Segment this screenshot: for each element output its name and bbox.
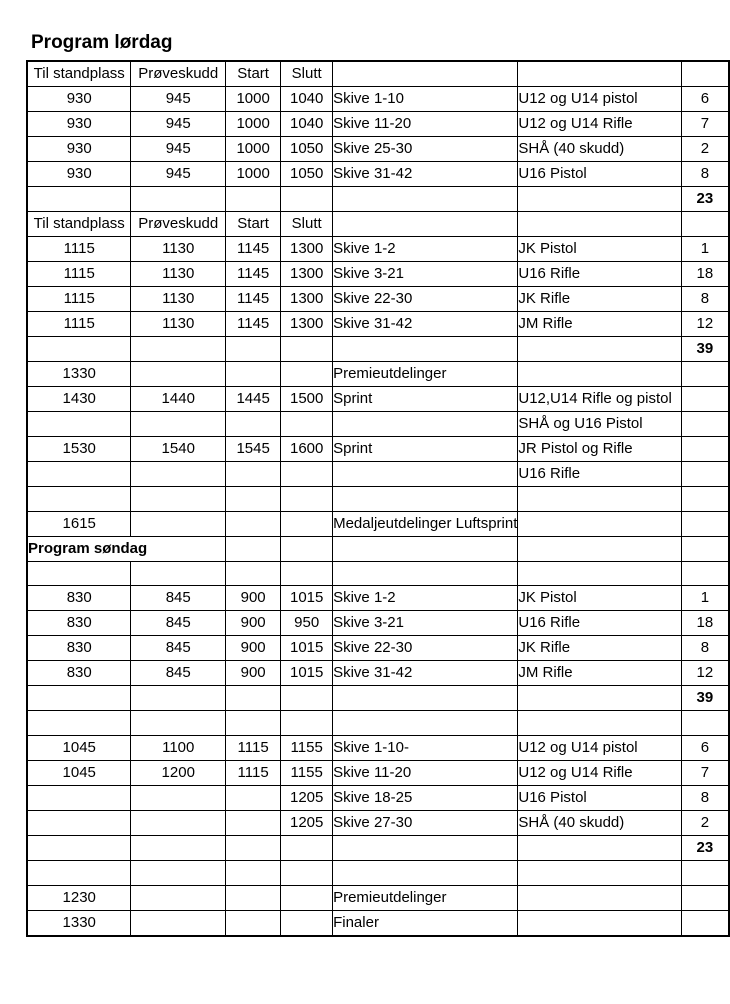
cell-start: 1145 (226, 287, 281, 312)
table-row (27, 312, 729, 337)
cell-start (226, 337, 281, 362)
cell-slutt: 1050 (281, 162, 333, 187)
cell-klasse (518, 711, 681, 736)
cell-proveskudd (131, 362, 226, 387)
cell-skive (333, 462, 518, 487)
cell-slutt: 950 (281, 611, 333, 636)
cell-start: Start (226, 212, 281, 237)
cell-start: 1145 (226, 262, 281, 287)
cell-klasse (518, 61, 681, 87)
cell-proveskudd (131, 860, 226, 885)
cell-til-standplass: Til standplass (27, 61, 131, 87)
table-row (27, 487, 729, 512)
cell-start (226, 810, 281, 835)
cell-start (226, 711, 281, 736)
cell-skive: Skive 1-10 (333, 87, 518, 112)
cell-slutt: Slutt (281, 61, 333, 87)
table-row (27, 760, 729, 785)
table-row (27, 586, 729, 611)
table-row (27, 686, 729, 711)
cell-skive: Skive 27-30 (333, 810, 518, 835)
cell-skive: Finaler (333, 910, 518, 936)
cell-antall (681, 910, 729, 936)
cell-empty (281, 536, 333, 561)
cell-til-standplass: Til standplass (27, 212, 131, 237)
cell-til-standplass (27, 187, 131, 212)
cell-proveskudd (131, 511, 226, 536)
table-row (27, 137, 729, 162)
table-row (27, 885, 729, 910)
cell-skive: Skive 18-25 (333, 785, 518, 810)
cell-klasse (518, 187, 681, 212)
cell-skive: Skive 31-42 (333, 661, 518, 686)
cell-antall: 6 (681, 735, 729, 760)
cell-start: 1000 (226, 137, 281, 162)
cell-start (226, 187, 281, 212)
cell-antall (681, 412, 729, 437)
cell-slutt (281, 412, 333, 437)
cell-start: 1145 (226, 237, 281, 262)
cell-empty (333, 536, 518, 561)
table-row (27, 237, 729, 262)
cell-skive: Skive 22-30 (333, 636, 518, 661)
table-row (27, 611, 729, 636)
title-saturday: Program lørdag (31, 32, 173, 53)
table-row (27, 287, 729, 312)
cell-slutt: 1300 (281, 312, 333, 337)
cell-start (226, 561, 281, 586)
cell-proveskudd: 1130 (131, 312, 226, 337)
cell-slutt (281, 511, 333, 536)
cell-slutt: 1040 (281, 87, 333, 112)
cell-slutt: 1050 (281, 137, 333, 162)
cell-start (226, 910, 281, 936)
cell-start: 1445 (226, 387, 281, 412)
cell-antall: 12 (681, 661, 729, 686)
table-row (27, 536, 729, 561)
table-row (27, 387, 729, 412)
cell-skive: Skive 11-20 (333, 760, 518, 785)
cell-skive: Skive 1-2 (333, 586, 518, 611)
schedule-table (26, 60, 730, 937)
cell-slutt: Slutt (281, 212, 333, 237)
cell-klasse (518, 212, 681, 237)
cell-skive: Sprint (333, 387, 518, 412)
cell-til-standplass: 930 (27, 137, 131, 162)
cell-klasse: JK Pistol (518, 586, 681, 611)
cell-skive: Skive 11-20 (333, 112, 518, 137)
table-row (27, 112, 729, 137)
cell-skive: Skive 22-30 (333, 287, 518, 312)
cell-proveskudd (131, 910, 226, 936)
cell-proveskudd: 1100 (131, 735, 226, 760)
cell-klasse: JR Pistol og Rifle (518, 437, 681, 462)
cell-klasse (518, 835, 681, 860)
cell-proveskudd: Prøveskudd (131, 212, 226, 237)
cell-slutt: 1300 (281, 237, 333, 262)
cell-klasse (518, 337, 681, 362)
table-row (27, 511, 729, 536)
cell-til-standplass (27, 711, 131, 736)
cell-til-standplass: 830 (27, 636, 131, 661)
cell-proveskudd: 945 (131, 137, 226, 162)
cell-proveskudd (131, 487, 226, 512)
cell-slutt (281, 711, 333, 736)
cell-antall: 8 (681, 636, 729, 661)
cell-slutt: 1300 (281, 262, 333, 287)
cell-start: 1000 (226, 87, 281, 112)
cell-start: 1000 (226, 112, 281, 137)
cell-slutt (281, 561, 333, 586)
cell-til-standplass (27, 860, 131, 885)
cell-slutt (281, 337, 333, 362)
cell-slutt: 1155 (281, 760, 333, 785)
cell-start (226, 487, 281, 512)
cell-antall: 6 (681, 87, 729, 112)
cell-start: 1115 (226, 735, 281, 760)
cell-skive: Medaljeutdelinger Luftsprint (333, 511, 518, 536)
cell-klasse (518, 910, 681, 936)
cell-klasse (518, 885, 681, 910)
cell-proveskudd: 845 (131, 661, 226, 686)
cell-antall (681, 462, 729, 487)
cell-til-standplass (27, 686, 131, 711)
cell-klasse: U12 og U14 pistol (518, 735, 681, 760)
cell-proveskudd (131, 835, 226, 860)
cell-klasse: JM Rifle (518, 661, 681, 686)
cell-start: 900 (226, 611, 281, 636)
cell-til-standplass: 1615 (27, 511, 131, 536)
cell-skive (333, 187, 518, 212)
cell-proveskudd (131, 187, 226, 212)
cell-slutt: 1040 (281, 112, 333, 137)
cell-proveskudd (131, 885, 226, 910)
cell-skive (333, 487, 518, 512)
cell-til-standplass (27, 337, 131, 362)
cell-skive: Premieutdelinger (333, 362, 518, 387)
cell-klasse: SHÅ (40 skudd) (518, 137, 681, 162)
cell-skive: Skive 3-21 (333, 262, 518, 287)
cell-til-standplass: 930 (27, 112, 131, 137)
title-sunday: Program søndag (27, 536, 226, 561)
cell-til-standplass: 1045 (27, 735, 131, 760)
cell-skive (333, 686, 518, 711)
cell-empty (518, 536, 681, 561)
cell-antall: 7 (681, 760, 729, 785)
cell-til-standplass: 1045 (27, 760, 131, 785)
cell-proveskudd (131, 462, 226, 487)
cell-proveskudd: 1130 (131, 237, 226, 262)
table-row (27, 835, 729, 860)
cell-slutt (281, 686, 333, 711)
cell-proveskudd (131, 412, 226, 437)
cell-til-standplass (27, 785, 131, 810)
cell-proveskudd (131, 561, 226, 586)
cell-skive (333, 337, 518, 362)
cell-til-standplass: 1430 (27, 387, 131, 412)
cell-antall (681, 212, 729, 237)
cell-antall: 2 (681, 137, 729, 162)
cell-til-standplass: 1115 (27, 237, 131, 262)
cell-skive: Skive 31-42 (333, 162, 518, 187)
cell-antall: 1 (681, 237, 729, 262)
cell-antall: 8 (681, 162, 729, 187)
cell-skive (333, 835, 518, 860)
cell-skive: Skive 3-21 (333, 611, 518, 636)
cell-klasse (518, 561, 681, 586)
table-row (27, 362, 729, 387)
cell-start (226, 785, 281, 810)
cell-antall (681, 487, 729, 512)
cell-klasse (518, 860, 681, 885)
cell-start: 900 (226, 661, 281, 686)
cell-antall: 2 (681, 810, 729, 835)
cell-skive (333, 711, 518, 736)
cell-klasse (518, 686, 681, 711)
cell-proveskudd (131, 810, 226, 835)
cell-slutt (281, 910, 333, 936)
cell-skive (333, 561, 518, 586)
cell-klasse: JK Pistol (518, 237, 681, 262)
cell-proveskudd: 1130 (131, 287, 226, 312)
cell-slutt (281, 487, 333, 512)
cell-til-standplass: 1115 (27, 262, 131, 287)
cell-antall: 23 (681, 835, 729, 860)
cell-skive (333, 61, 518, 87)
cell-empty (681, 536, 729, 561)
cell-skive: Sprint (333, 437, 518, 462)
table-row (27, 87, 729, 112)
cell-skive: Skive 31-42 (333, 312, 518, 337)
cell-skive (333, 412, 518, 437)
cell-til-standplass (27, 835, 131, 860)
table-row (27, 437, 729, 462)
cell-til-standplass (27, 561, 131, 586)
table-row (27, 212, 729, 237)
cell-start: 1145 (226, 312, 281, 337)
cell-klasse: SHÅ og U16 Pistol (518, 412, 681, 437)
cell-slutt: 1155 (281, 735, 333, 760)
cell-slutt (281, 462, 333, 487)
table-row (27, 711, 729, 736)
cell-til-standplass: 830 (27, 611, 131, 636)
cell-start: 900 (226, 636, 281, 661)
table-row (27, 187, 729, 212)
cell-proveskudd (131, 337, 226, 362)
cell-antall: 8 (681, 287, 729, 312)
cell-proveskudd: 945 (131, 112, 226, 137)
cell-empty (226, 536, 281, 561)
cell-skive: Premieutdelinger (333, 885, 518, 910)
cell-start: 1545 (226, 437, 281, 462)
cell-proveskudd (131, 686, 226, 711)
cell-antall: 23 (681, 187, 729, 212)
cell-til-standplass: 1115 (27, 312, 131, 337)
table-row (27, 735, 729, 760)
table-row (27, 661, 729, 686)
cell-klasse: JM Rifle (518, 312, 681, 337)
cell-skive: Skive 25-30 (333, 137, 518, 162)
cell-start: 1000 (226, 162, 281, 187)
cell-antall (681, 362, 729, 387)
cell-klasse: U16 Rifle (518, 262, 681, 287)
table-row (27, 162, 729, 187)
table-row (27, 910, 729, 936)
cell-proveskudd: 845 (131, 611, 226, 636)
cell-klasse: U12 og U14 pistol (518, 87, 681, 112)
cell-antall: 18 (681, 262, 729, 287)
cell-til-standplass: 1115 (27, 287, 131, 312)
cell-til-standplass: 930 (27, 87, 131, 112)
cell-start (226, 412, 281, 437)
cell-start: Start (226, 61, 281, 87)
cell-til-standplass (27, 810, 131, 835)
cell-slutt (281, 885, 333, 910)
cell-start (226, 860, 281, 885)
cell-slutt: 1300 (281, 287, 333, 312)
cell-til-standplass (27, 412, 131, 437)
cell-antall (681, 437, 729, 462)
cell-slutt: 1500 (281, 387, 333, 412)
cell-klasse: U16 Rifle (518, 611, 681, 636)
cell-proveskudd: Prøveskudd (131, 61, 226, 87)
cell-klasse (518, 487, 681, 512)
cell-antall: 39 (681, 686, 729, 711)
cell-proveskudd: 845 (131, 586, 226, 611)
cell-skive: Skive 1-2 (333, 237, 518, 262)
cell-start (226, 511, 281, 536)
cell-slutt (281, 835, 333, 860)
table-row (27, 462, 729, 487)
table-row (27, 561, 729, 586)
cell-antall: 8 (681, 785, 729, 810)
cell-antall (681, 860, 729, 885)
cell-klasse: JK Rifle (518, 287, 681, 312)
cell-start (226, 686, 281, 711)
cell-proveskudd: 1540 (131, 437, 226, 462)
cell-til-standplass: 1530 (27, 437, 131, 462)
cell-slutt (281, 362, 333, 387)
cell-slutt: 1205 (281, 785, 333, 810)
cell-til-standplass (27, 487, 131, 512)
cell-til-standplass: 930 (27, 162, 131, 187)
cell-start (226, 362, 281, 387)
cell-start: 900 (226, 586, 281, 611)
table-row (27, 61, 729, 87)
cell-slutt (281, 187, 333, 212)
cell-proveskudd: 945 (131, 162, 226, 187)
cell-skive (333, 860, 518, 885)
table-row (27, 860, 729, 885)
table-row (27, 785, 729, 810)
cell-klasse: U16 Rifle (518, 462, 681, 487)
cell-klasse: JK Rifle (518, 636, 681, 661)
cell-proveskudd (131, 785, 226, 810)
cell-start (226, 462, 281, 487)
cell-klasse: U12 og U14 Rifle (518, 112, 681, 137)
cell-antall: 18 (681, 611, 729, 636)
cell-klasse: U12 og U14 Rifle (518, 760, 681, 785)
cell-proveskudd: 845 (131, 636, 226, 661)
cell-til-standplass: 830 (27, 586, 131, 611)
cell-start: 1115 (226, 760, 281, 785)
cell-til-standplass: 1330 (27, 362, 131, 387)
cell-antall (681, 885, 729, 910)
cell-slutt (281, 860, 333, 885)
table-row (27, 636, 729, 661)
cell-antall (681, 511, 729, 536)
cell-antall (681, 387, 729, 412)
cell-klasse (518, 511, 681, 536)
cell-til-standplass: 830 (27, 661, 131, 686)
cell-start (226, 835, 281, 860)
table-row (27, 337, 729, 362)
table-row (27, 262, 729, 287)
cell-skive (333, 212, 518, 237)
cell-til-standplass: 1230 (27, 885, 131, 910)
cell-klasse: U16 Pistol (518, 162, 681, 187)
cell-antall (681, 711, 729, 736)
cell-til-standplass: 1330 (27, 910, 131, 936)
cell-antall (681, 61, 729, 87)
cell-slutt: 1015 (281, 586, 333, 611)
cell-slutt: 1600 (281, 437, 333, 462)
table-row (27, 810, 729, 835)
cell-antall (681, 561, 729, 586)
cell-slutt: 1015 (281, 661, 333, 686)
cell-proveskudd: 1130 (131, 262, 226, 287)
cell-antall: 39 (681, 337, 729, 362)
cell-antall: 7 (681, 112, 729, 137)
cell-klasse (518, 362, 681, 387)
cell-klasse: U12,U14 Rifle og pistol (518, 387, 681, 412)
cell-skive: Skive 1-10- (333, 735, 518, 760)
cell-proveskudd: 1200 (131, 760, 226, 785)
cell-proveskudd: 1440 (131, 387, 226, 412)
cell-klasse: SHÅ (40 skudd) (518, 810, 681, 835)
cell-proveskudd (131, 711, 226, 736)
cell-proveskudd: 945 (131, 87, 226, 112)
cell-slutt: 1015 (281, 636, 333, 661)
cell-antall: 1 (681, 586, 729, 611)
cell-til-standplass (27, 462, 131, 487)
cell-start (226, 885, 281, 910)
cell-klasse: U16 Pistol (518, 785, 681, 810)
cell-slutt: 1205 (281, 810, 333, 835)
cell-antall: 12 (681, 312, 729, 337)
table-row (27, 412, 729, 437)
